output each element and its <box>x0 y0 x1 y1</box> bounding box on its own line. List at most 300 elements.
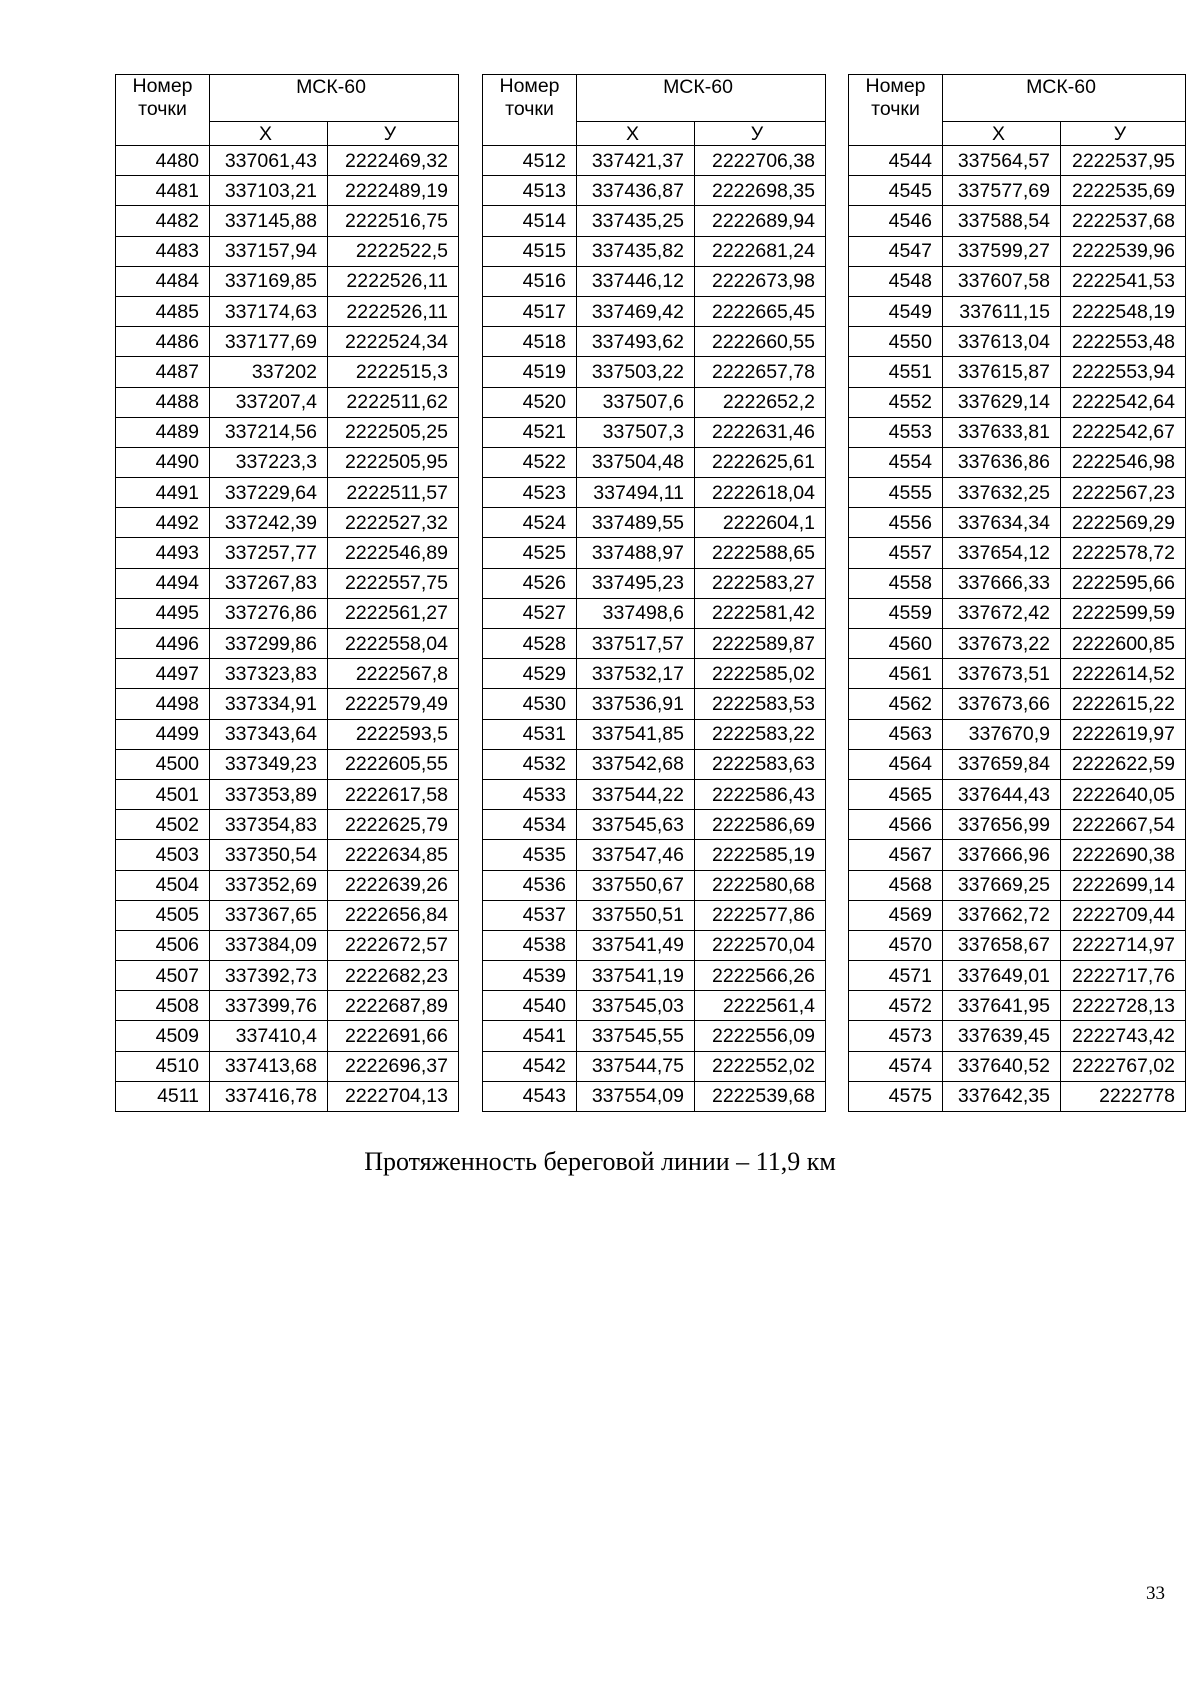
point-number-cell: 4497 <box>116 659 210 689</box>
point-number-cell: 4500 <box>116 749 210 779</box>
y-coordinate-cell: 2222553,48 <box>1061 327 1186 357</box>
x-coordinate-cell: 337103,21 <box>210 176 328 206</box>
table-row <box>483 900 826 930</box>
x-coordinate-cell: 337384,09 <box>210 930 328 960</box>
y-coordinate-cell: 2222546,89 <box>328 538 459 568</box>
y-coordinate-cell: 2222600,85 <box>1061 629 1186 659</box>
table-row <box>849 689 1186 719</box>
y-coordinate-cell: 2222542,64 <box>1061 387 1186 417</box>
y-coordinate-cell: 2222585,19 <box>695 840 826 870</box>
table-row <box>116 236 459 266</box>
y-coordinate-cell: 2222577,86 <box>695 900 826 930</box>
y-coordinate-cell: 2222717,76 <box>1061 961 1186 991</box>
point-number-cell: 4510 <box>116 1051 210 1081</box>
y-coordinate-cell: 2222567,23 <box>1061 478 1186 508</box>
x-coordinate-cell: 337673,66 <box>943 689 1061 719</box>
point-number-cell: 4543 <box>483 1081 577 1111</box>
x-coordinate-cell: 337639,45 <box>943 1021 1061 1051</box>
point-number-cell: 4545 <box>849 176 943 206</box>
x-coordinate-cell: 337615,87 <box>943 357 1061 387</box>
y-coordinate-cell: 2222579,49 <box>328 689 459 719</box>
y-coordinate-cell: 2222625,61 <box>695 447 826 477</box>
point-number-cell: 4550 <box>849 327 943 357</box>
table-row <box>483 447 826 477</box>
table-row <box>849 810 1186 840</box>
point-number-cell: 4556 <box>849 508 943 538</box>
x-coordinate-cell: 337334,91 <box>210 689 328 719</box>
x-coordinate-cell: 337507,3 <box>577 417 695 447</box>
table-row <box>483 538 826 568</box>
y-coordinate-cell: 2222524,34 <box>328 327 459 357</box>
table-row <box>483 870 826 900</box>
point-number-cell: 4502 <box>116 810 210 840</box>
point-number-cell: 4498 <box>116 689 210 719</box>
point-number-cell: 4557 <box>849 538 943 568</box>
table-row <box>116 779 459 809</box>
x-coordinate-cell: 337536,91 <box>577 689 695 719</box>
y-coordinate-cell: 2222583,53 <box>695 689 826 719</box>
point-number-cell: 4525 <box>483 538 577 568</box>
table-row <box>849 236 1186 266</box>
point-number-cell: 4515 <box>483 236 577 266</box>
x-coordinate-cell: 337554,09 <box>577 1081 695 1111</box>
table-row <box>483 1051 826 1081</box>
point-number-cell: 4501 <box>116 779 210 809</box>
point-number-cell: 4562 <box>849 689 943 719</box>
table-row <box>849 991 1186 1021</box>
x-coordinate-cell: 337276,86 <box>210 598 328 628</box>
x-coordinate-cell: 337532,17 <box>577 659 695 689</box>
point-number-cell: 4529 <box>483 659 577 689</box>
point-number-cell: 4565 <box>849 779 943 809</box>
table-row <box>483 568 826 598</box>
point-number-cell: 4490 <box>116 447 210 477</box>
x-coordinate-cell: 337507,6 <box>577 387 695 417</box>
point-number-cell: 4569 <box>849 900 943 930</box>
x-coordinate-cell: 337649,01 <box>943 961 1061 991</box>
y-coordinate-cell: 2222537,95 <box>1061 146 1186 176</box>
table-row <box>849 719 1186 749</box>
x-coordinate-cell: 337061,43 <box>210 146 328 176</box>
point-number-cell: 4482 <box>116 206 210 236</box>
x-coordinate-cell: 337640,52 <box>943 1051 1061 1081</box>
table-row <box>116 478 459 508</box>
header-x: Х <box>577 122 695 146</box>
y-coordinate-cell: 2222583,27 <box>695 568 826 598</box>
x-coordinate-cell: 337416,78 <box>210 1081 328 1111</box>
x-coordinate-cell: 337202 <box>210 357 328 387</box>
table-row <box>116 840 459 870</box>
table-row <box>116 296 459 326</box>
x-coordinate-cell: 337488,97 <box>577 538 695 568</box>
table-row <box>849 296 1186 326</box>
header-y: У <box>1061 122 1186 146</box>
point-number-cell: 4536 <box>483 870 577 900</box>
x-coordinate-cell: 337177,69 <box>210 327 328 357</box>
header-coordinate-system: МСК-60 <box>577 75 826 122</box>
table-row <box>116 689 459 719</box>
table-row <box>849 387 1186 417</box>
header-coordinate-system: МСК-60 <box>210 75 459 122</box>
table-row <box>849 779 1186 809</box>
y-coordinate-cell: 2222595,66 <box>1061 568 1186 598</box>
y-coordinate-cell: 2222622,59 <box>1061 749 1186 779</box>
y-coordinate-cell: 2222557,75 <box>328 568 459 598</box>
y-coordinate-cell: 2222515,3 <box>328 357 459 387</box>
header-y: У <box>695 122 826 146</box>
table-row <box>849 568 1186 598</box>
point-number-cell: 4537 <box>483 900 577 930</box>
y-coordinate-cell: 2222619,97 <box>1061 719 1186 749</box>
header-y: У <box>328 122 459 146</box>
x-coordinate-cell: 337672,42 <box>943 598 1061 628</box>
y-coordinate-cell: 2222511,62 <box>328 387 459 417</box>
x-coordinate-cell: 337542,68 <box>577 749 695 779</box>
point-number-cell: 4519 <box>483 357 577 387</box>
table-row <box>849 508 1186 538</box>
x-coordinate-cell: 337493,62 <box>577 327 695 357</box>
y-coordinate-cell: 2222631,46 <box>695 417 826 447</box>
table-row <box>483 689 826 719</box>
x-coordinate-cell: 337413,68 <box>210 1051 328 1081</box>
table-row <box>849 417 1186 447</box>
point-number-cell: 4484 <box>116 266 210 296</box>
coordinate-table-1 <box>115 74 459 1112</box>
table-row <box>116 598 459 628</box>
x-coordinate-cell: 337666,33 <box>943 568 1061 598</box>
y-coordinate-cell: 2222656,84 <box>328 900 459 930</box>
point-number-cell: 4523 <box>483 478 577 508</box>
coordinate-table-3 <box>848 74 1186 1112</box>
y-coordinate-cell: 2222667,54 <box>1061 810 1186 840</box>
y-coordinate-cell: 2222526,11 <box>328 296 459 326</box>
point-number-cell: 4496 <box>116 629 210 659</box>
y-coordinate-cell: 2222604,1 <box>695 508 826 538</box>
point-number-cell: 4571 <box>849 961 943 991</box>
point-number-cell: 4531 <box>483 719 577 749</box>
x-coordinate-cell: 337323,83 <box>210 659 328 689</box>
y-coordinate-cell: 2222553,94 <box>1061 357 1186 387</box>
y-coordinate-cell: 2222556,09 <box>695 1021 826 1051</box>
table-row <box>483 387 826 417</box>
point-number-cell: 4542 <box>483 1051 577 1081</box>
point-number-cell: 4512 <box>483 146 577 176</box>
table-row <box>116 417 459 447</box>
point-number-cell: 4499 <box>116 719 210 749</box>
x-coordinate-cell: 337607,58 <box>943 266 1061 296</box>
y-coordinate-cell: 2222516,75 <box>328 206 459 236</box>
x-coordinate-cell: 337541,85 <box>577 719 695 749</box>
table-row <box>116 146 459 176</box>
x-coordinate-cell: 337353,89 <box>210 779 328 809</box>
y-coordinate-cell: 2222691,66 <box>328 1021 459 1051</box>
point-number-cell: 4532 <box>483 749 577 779</box>
table-row <box>483 719 826 749</box>
point-number-cell: 4511 <box>116 1081 210 1111</box>
table-row <box>849 870 1186 900</box>
point-number-cell: 4506 <box>116 930 210 960</box>
point-number-cell: 4535 <box>483 840 577 870</box>
x-coordinate-cell: 337435,82 <box>577 236 695 266</box>
table-row <box>849 206 1186 236</box>
x-coordinate-cell: 337242,39 <box>210 508 328 538</box>
x-coordinate-cell: 337446,12 <box>577 266 695 296</box>
table-row <box>849 840 1186 870</box>
table-row <box>116 508 459 538</box>
table-row <box>116 1021 459 1051</box>
coordinate-table-2 <box>482 74 826 1112</box>
x-coordinate-cell: 337267,83 <box>210 568 328 598</box>
y-coordinate-cell: 2222539,68 <box>695 1081 826 1111</box>
table-row <box>483 146 826 176</box>
point-number-cell: 4480 <box>116 146 210 176</box>
point-number-cell: 4509 <box>116 1021 210 1051</box>
point-number-cell: 4544 <box>849 146 943 176</box>
table-row <box>116 961 459 991</box>
x-coordinate-cell: 337599,27 <box>943 236 1061 266</box>
x-coordinate-cell: 337613,04 <box>943 327 1061 357</box>
point-number-cell: 4528 <box>483 629 577 659</box>
x-coordinate-cell: 337207,4 <box>210 387 328 417</box>
y-coordinate-cell: 2222665,45 <box>695 296 826 326</box>
table-row <box>116 930 459 960</box>
y-coordinate-cell: 2222615,22 <box>1061 689 1186 719</box>
x-coordinate-cell: 337541,19 <box>577 961 695 991</box>
y-coordinate-cell: 2222673,98 <box>695 266 826 296</box>
header-coordinate-system: МСК-60 <box>943 75 1186 122</box>
y-coordinate-cell: 2222558,04 <box>328 629 459 659</box>
table-header-row <box>849 75 1186 122</box>
x-coordinate-cell: 337641,95 <box>943 991 1061 1021</box>
point-number-cell: 4563 <box>849 719 943 749</box>
x-coordinate-cell: 337670,9 <box>943 719 1061 749</box>
table-row <box>849 538 1186 568</box>
point-number-cell: 4481 <box>116 176 210 206</box>
x-coordinate-cell: 337577,69 <box>943 176 1061 206</box>
table-row <box>849 357 1186 387</box>
y-coordinate-cell: 2222542,67 <box>1061 417 1186 447</box>
table-row <box>483 840 826 870</box>
point-number-cell: 4524 <box>483 508 577 538</box>
table-header-row <box>116 75 459 122</box>
x-coordinate-cell: 337654,12 <box>943 538 1061 568</box>
point-number-cell: 4552 <box>849 387 943 417</box>
y-coordinate-cell: 2222567,8 <box>328 659 459 689</box>
x-coordinate-cell: 337436,87 <box>577 176 695 206</box>
table-row <box>483 749 826 779</box>
table-row <box>116 810 459 840</box>
point-number-cell: 4488 <box>116 387 210 417</box>
table-row <box>116 176 459 206</box>
point-number-cell: 4559 <box>849 598 943 628</box>
header-point-number: Номер точки <box>116 75 210 146</box>
point-number-cell: 4533 <box>483 779 577 809</box>
point-number-cell: 4540 <box>483 991 577 1021</box>
table-row <box>116 991 459 1021</box>
point-number-cell: 4521 <box>483 417 577 447</box>
table-row <box>849 447 1186 477</box>
point-number-cell: 4518 <box>483 327 577 357</box>
y-coordinate-cell: 2222618,04 <box>695 478 826 508</box>
x-coordinate-cell: 337504,48 <box>577 447 695 477</box>
table-row <box>483 508 826 538</box>
x-coordinate-cell: 337435,25 <box>577 206 695 236</box>
table-row <box>849 961 1186 991</box>
x-coordinate-cell: 337547,46 <box>577 840 695 870</box>
header-x: Х <box>943 122 1061 146</box>
x-coordinate-cell: 337495,23 <box>577 568 695 598</box>
x-coordinate-cell: 337145,88 <box>210 206 328 236</box>
table-row <box>116 659 459 689</box>
y-coordinate-cell: 2222537,68 <box>1061 206 1186 236</box>
x-coordinate-cell: 337656,99 <box>943 810 1061 840</box>
x-coordinate-cell: 337169,85 <box>210 266 328 296</box>
x-coordinate-cell: 337350,54 <box>210 840 328 870</box>
table-row <box>483 176 826 206</box>
x-coordinate-cell: 337503,22 <box>577 357 695 387</box>
table-row <box>849 146 1186 176</box>
table-row <box>483 961 826 991</box>
point-number-cell: 4485 <box>116 296 210 326</box>
table-row <box>849 478 1186 508</box>
x-coordinate-cell: 337544,22 <box>577 779 695 809</box>
table-row <box>849 629 1186 659</box>
point-number-cell: 4553 <box>849 417 943 447</box>
y-coordinate-cell: 2222541,53 <box>1061 266 1186 296</box>
y-coordinate-cell: 2222585,02 <box>695 659 826 689</box>
point-number-cell: 4548 <box>849 266 943 296</box>
table-row <box>849 327 1186 357</box>
point-number-cell: 4517 <box>483 296 577 326</box>
y-coordinate-cell: 2222687,89 <box>328 991 459 1021</box>
y-coordinate-cell: 2222581,42 <box>695 598 826 628</box>
x-coordinate-cell: 337367,65 <box>210 900 328 930</box>
x-coordinate-cell: 337349,23 <box>210 749 328 779</box>
x-coordinate-cell: 337636,86 <box>943 447 1061 477</box>
point-number-cell: 4507 <box>116 961 210 991</box>
point-number-cell: 4487 <box>116 357 210 387</box>
x-coordinate-cell: 337541,49 <box>577 930 695 960</box>
table-row <box>849 176 1186 206</box>
y-coordinate-cell: 2222599,59 <box>1061 598 1186 628</box>
y-coordinate-cell: 2222696,37 <box>328 1051 459 1081</box>
y-coordinate-cell: 2222709,44 <box>1061 900 1186 930</box>
y-coordinate-cell: 2222583,22 <box>695 719 826 749</box>
point-number-cell: 4539 <box>483 961 577 991</box>
point-number-cell: 4516 <box>483 266 577 296</box>
point-number-cell: 4492 <box>116 508 210 538</box>
y-coordinate-cell: 2222639,26 <box>328 870 459 900</box>
y-coordinate-cell: 2222672,57 <box>328 930 459 960</box>
x-coordinate-cell: 337633,81 <box>943 417 1061 447</box>
table-row <box>116 206 459 236</box>
table-row <box>116 357 459 387</box>
table-row <box>483 1081 826 1111</box>
table-row <box>483 296 826 326</box>
table-row <box>849 1081 1186 1111</box>
point-number-cell: 4522 <box>483 447 577 477</box>
y-coordinate-cell: 2222589,87 <box>695 629 826 659</box>
x-coordinate-cell: 337544,75 <box>577 1051 695 1081</box>
y-coordinate-cell: 2222546,98 <box>1061 447 1186 477</box>
point-number-cell: 4491 <box>116 478 210 508</box>
y-coordinate-cell: 2222505,25 <box>328 417 459 447</box>
point-number-cell: 4561 <box>849 659 943 689</box>
x-coordinate-cell: 337629,14 <box>943 387 1061 417</box>
table-row <box>116 1051 459 1081</box>
y-coordinate-cell: 2222657,78 <box>695 357 826 387</box>
table-row <box>483 357 826 387</box>
x-coordinate-cell: 337658,67 <box>943 930 1061 960</box>
x-coordinate-cell: 337545,03 <box>577 991 695 1021</box>
x-coordinate-cell: 337666,96 <box>943 840 1061 870</box>
point-number-cell: 4567 <box>849 840 943 870</box>
point-number-cell: 4558 <box>849 568 943 598</box>
x-coordinate-cell: 337392,73 <box>210 961 328 991</box>
header-point-number: Номер точки <box>483 75 577 146</box>
x-coordinate-cell: 337611,15 <box>943 296 1061 326</box>
y-coordinate-cell: 2222586,69 <box>695 810 826 840</box>
x-coordinate-cell: 337545,55 <box>577 1021 695 1051</box>
table-row <box>483 327 826 357</box>
table-row <box>849 598 1186 628</box>
point-number-cell: 4526 <box>483 568 577 598</box>
x-coordinate-cell: 337399,76 <box>210 991 328 1021</box>
y-coordinate-cell: 2222652,2 <box>695 387 826 417</box>
table-row <box>483 1021 826 1051</box>
y-coordinate-cell: 2222570,04 <box>695 930 826 960</box>
y-coordinate-cell: 2222526,11 <box>328 266 459 296</box>
x-coordinate-cell: 337634,34 <box>943 508 1061 538</box>
table-row <box>483 236 826 266</box>
y-coordinate-cell: 2222681,24 <box>695 236 826 266</box>
y-coordinate-cell: 2222634,85 <box>328 840 459 870</box>
table-row <box>116 447 459 477</box>
x-coordinate-cell: 337517,57 <box>577 629 695 659</box>
point-number-cell: 4541 <box>483 1021 577 1051</box>
y-coordinate-cell: 2222625,79 <box>328 810 459 840</box>
x-coordinate-cell: 337498,6 <box>577 598 695 628</box>
y-coordinate-cell: 2222689,94 <box>695 206 826 236</box>
point-number-cell: 4534 <box>483 810 577 840</box>
table-row <box>116 629 459 659</box>
table-row <box>849 1051 1186 1081</box>
x-coordinate-cell: 337157,94 <box>210 236 328 266</box>
header-x: Х <box>210 122 328 146</box>
x-coordinate-cell: 337352,69 <box>210 870 328 900</box>
shoreline-length-caption: Протяженность береговой линии – 11,9 км <box>364 1147 836 1176</box>
table-row <box>483 810 826 840</box>
table-row <box>849 930 1186 960</box>
x-coordinate-cell: 337659,84 <box>943 749 1061 779</box>
table-row <box>116 266 459 296</box>
point-number-cell: 4568 <box>849 870 943 900</box>
y-coordinate-cell: 2222561,4 <box>695 991 826 1021</box>
point-number-cell: 4575 <box>849 1081 943 1111</box>
table-row <box>483 478 826 508</box>
y-coordinate-cell: 2222522,5 <box>328 236 459 266</box>
point-number-cell: 4513 <box>483 176 577 206</box>
x-coordinate-cell: 337662,72 <box>943 900 1061 930</box>
table-row <box>116 749 459 779</box>
point-number-cell: 4570 <box>849 930 943 960</box>
table-row <box>849 266 1186 296</box>
point-number-cell: 4564 <box>849 749 943 779</box>
x-coordinate-cell: 337550,67 <box>577 870 695 900</box>
y-coordinate-cell: 2222767,02 <box>1061 1051 1186 1081</box>
y-coordinate-cell: 2222660,55 <box>695 327 826 357</box>
table-row <box>116 900 459 930</box>
